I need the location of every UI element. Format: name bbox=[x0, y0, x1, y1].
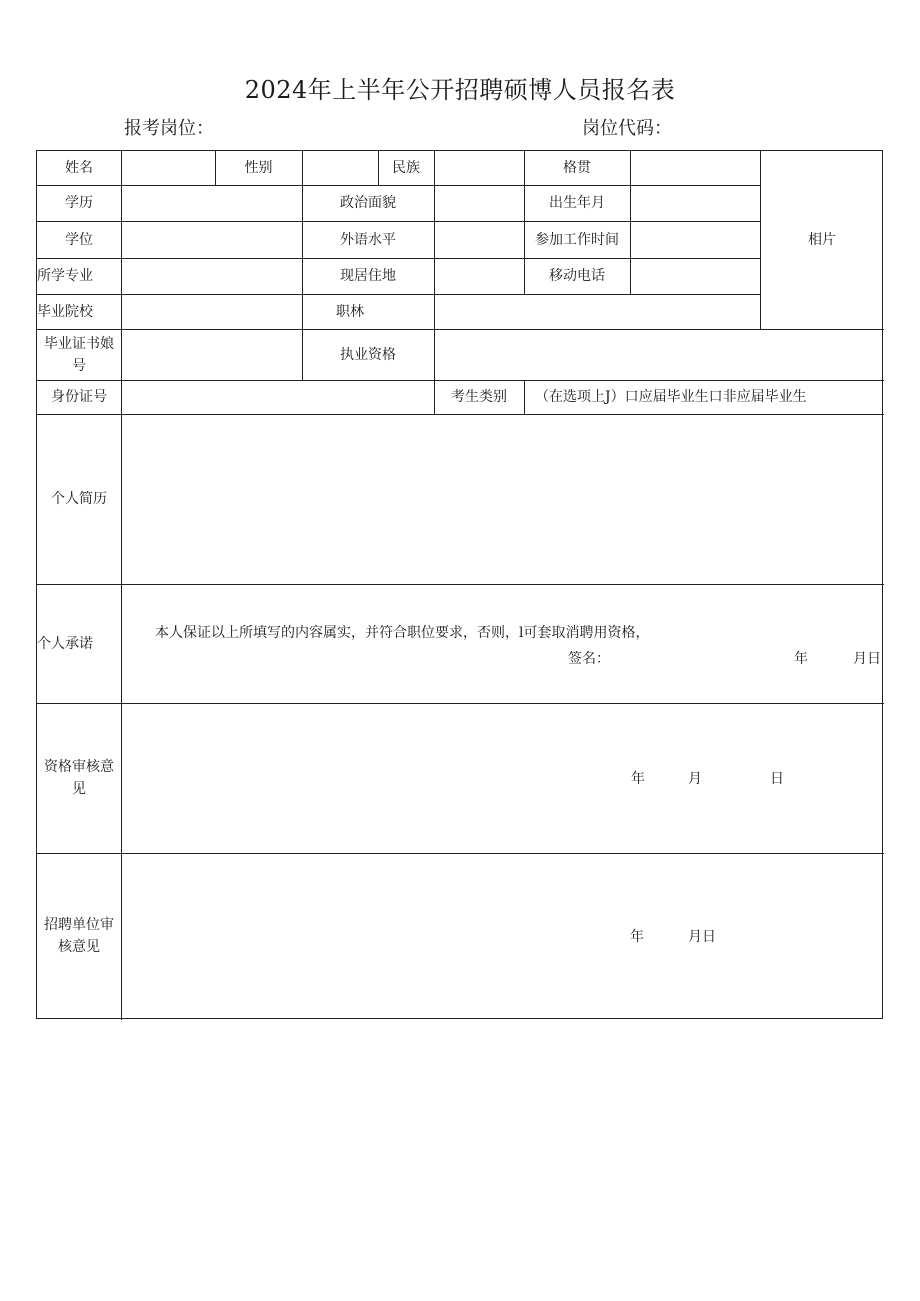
label-professional-title: 职林 bbox=[336, 303, 364, 320]
label-major: 所学专业 bbox=[37, 268, 93, 284]
qualification-review-month: 月 bbox=[688, 771, 702, 787]
label-name: 姓名 bbox=[65, 160, 93, 176]
birth-date-field[interactable] bbox=[631, 185, 760, 221]
qualification-review-year: 年 bbox=[631, 771, 645, 787]
label-practice-qualification: 执业资格 bbox=[340, 346, 396, 363]
label-work-start-time: 参加工作时间 bbox=[535, 231, 619, 248]
work-start-time-field[interactable] bbox=[631, 221, 760, 258]
label-mobile: 移动电话 bbox=[549, 268, 605, 284]
employer-review-month-day: 月日 bbox=[688, 929, 716, 945]
label-foreign-language: 外语水平 bbox=[340, 231, 396, 248]
foreign-language-field[interactable] bbox=[435, 221, 524, 258]
label-ethnicity: 民族 bbox=[392, 160, 420, 176]
label-graduate-school: 毕业院校 bbox=[37, 303, 93, 320]
employer-review-year: 年 bbox=[630, 929, 644, 945]
label-degree: 学位 bbox=[65, 231, 93, 248]
gender-field[interactable] bbox=[303, 151, 378, 185]
label-birth-date: 出生年月 bbox=[549, 195, 605, 211]
label-gender: 性别 bbox=[244, 160, 273, 176]
degree-field[interactable] bbox=[122, 221, 302, 258]
commitment-year: 年 bbox=[794, 651, 808, 667]
resume-field[interactable] bbox=[122, 414, 884, 584]
label-qualification-review: 资格审核意见 bbox=[44, 759, 114, 797]
current-address-field[interactable] bbox=[435, 258, 524, 294]
label-candidate-category: 考生类别 bbox=[451, 389, 507, 405]
commitment-statement: 本人保证以上所填写的内容属实，并符合职位要求，否则，l可套取消聘用资格， bbox=[155, 625, 650, 641]
ethnicity-field[interactable] bbox=[435, 151, 524, 185]
major-field[interactable] bbox=[122, 258, 302, 294]
apply-post-label: 报考岗位： bbox=[124, 118, 214, 139]
registration-form-table bbox=[36, 150, 883, 1019]
native-place-field[interactable] bbox=[631, 151, 760, 185]
label-education: 学历 bbox=[65, 195, 93, 211]
label-political-status: 政治面貌 bbox=[340, 195, 396, 211]
label-native-place: 格贯 bbox=[563, 160, 591, 176]
page-title: 2024年上半年公开招聘硕博人员报名表 bbox=[244, 76, 676, 104]
name-field[interactable] bbox=[122, 151, 215, 185]
label-employer-review: 招聘单位审核意见 bbox=[44, 917, 114, 955]
label-diploma-number: 毕业证书娘号 bbox=[44, 335, 114, 374]
id-number-field[interactable] bbox=[122, 380, 434, 414]
candidate-category-options[interactable]: （在选项上J）口应届毕业生口非应届毕业生 bbox=[535, 389, 807, 405]
employer-review-area[interactable] bbox=[122, 853, 884, 1019]
label-current-address: 现居住地 bbox=[340, 268, 396, 284]
label-resume: 个人简历 bbox=[51, 491, 107, 507]
label-id-number: 身份证号 bbox=[51, 389, 107, 405]
label-photo: 相片 bbox=[808, 232, 836, 248]
post-code-label: 岗位代码： bbox=[582, 118, 672, 139]
commitment-month-day: 月日 bbox=[853, 651, 881, 667]
mobile-field[interactable] bbox=[631, 258, 760, 294]
professional-title-field[interactable] bbox=[435, 294, 760, 329]
signature-label: 签名： bbox=[568, 651, 610, 667]
practice-qualification-field[interactable] bbox=[435, 329, 884, 380]
graduate-school-field[interactable] bbox=[122, 294, 302, 329]
label-commitment: 个人承诺 bbox=[37, 635, 93, 652]
qualification-review-area[interactable] bbox=[122, 703, 884, 853]
diploma-number-field[interactable] bbox=[122, 329, 302, 380]
photo-box[interactable] bbox=[760, 151, 884, 329]
commitment-area bbox=[122, 584, 884, 703]
education-field[interactable] bbox=[122, 185, 302, 221]
qualification-review-day: 日 bbox=[770, 771, 784, 787]
political-status-field[interactable] bbox=[435, 185, 524, 221]
